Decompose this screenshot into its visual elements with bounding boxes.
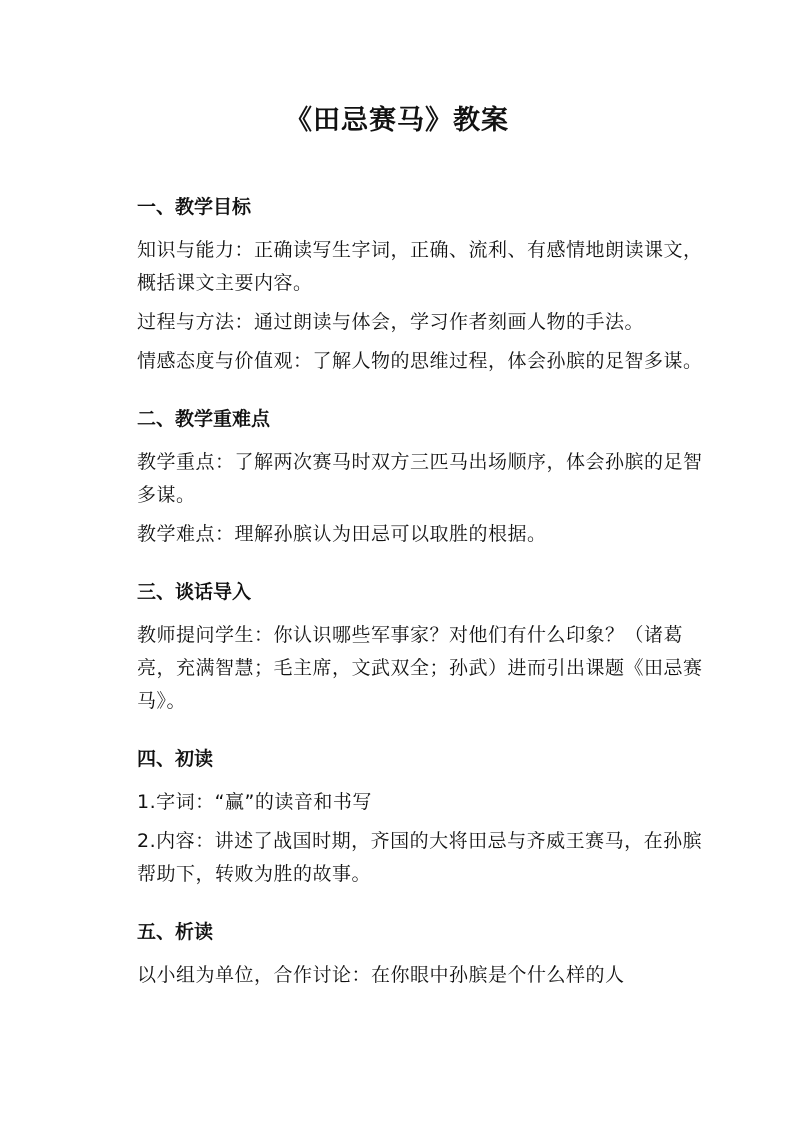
paragraph: 情感态度与价值观：了解人物的思维过程，体会孙膑的足智多谋。 xyxy=(137,350,703,372)
paragraph: 教学重点：了解两次赛马时双方三匹马出场顺序，体会孙膑的足智多谋。 xyxy=(137,451,703,506)
paragraph: 2.内容：讲述了战国时期，齐国的大将田忌与齐威王赛马，在孙膑帮助下，转败为胜的故事。 xyxy=(137,830,703,885)
section-heading: 一、教学目标 xyxy=(137,196,252,218)
section-heading: 二、教学重难点 xyxy=(137,408,271,430)
document-body xyxy=(137,190,707,1016)
paragraph: 以小组为单位，合作讨论：在你眼中孙膑是个什么样的人 xyxy=(137,964,625,986)
document-title: 《田忌赛马》教案 xyxy=(285,105,509,136)
section-first-reading xyxy=(137,742,707,891)
paragraph: 知识与能力：正确读写生字词，正确、流利、有感情地朗读课文，概括课文主要内容。 xyxy=(137,239,703,294)
paragraph: 1.字词：“赢”的读音和书写 xyxy=(137,791,372,813)
paragraph: 教师提问学生：你认识哪些军事家？对他们有什么印象？（诸葛亮，充满智慧；毛主席，文武双全；孙武）进而引出课题《田忌赛马》。 xyxy=(137,624,703,712)
section-introduction xyxy=(137,575,707,718)
section-analysis xyxy=(137,915,707,992)
section-heading: 四、初读 xyxy=(137,748,214,770)
section-heading: 五、析读 xyxy=(137,921,214,943)
paragraph: 过程与方法：通过朗读与体会，学习作者刻画人物的手法。 xyxy=(137,311,645,333)
section-heading: 三、谈话导入 xyxy=(137,581,252,603)
section-teaching-goals xyxy=(137,190,707,378)
paragraph: 教学难点：理解孙膑认为田忌可以取胜的根据。 xyxy=(137,523,547,545)
section-key-difficulties xyxy=(137,402,707,551)
